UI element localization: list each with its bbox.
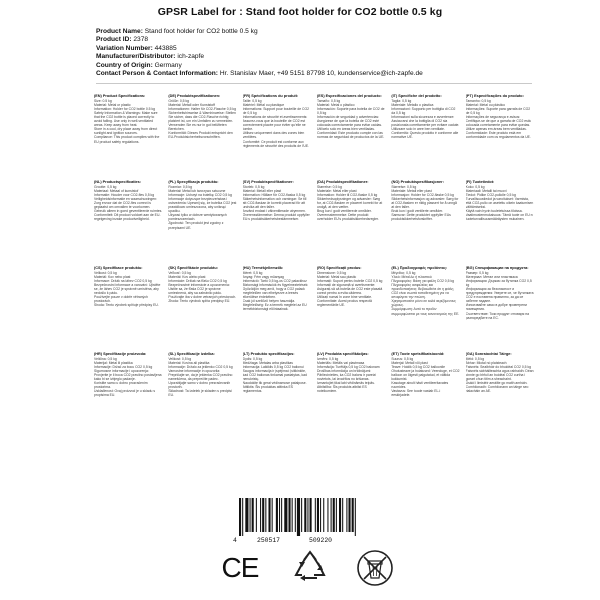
spec-line: Bruk kun i godt ventilerte områder. <box>391 209 443 214</box>
spec-line: Materiale: Metallo o plastica <box>391 102 434 107</box>
barcode-bar <box>276 498 278 532</box>
spec-line: Материал: Метал или пластмаса <box>465 274 518 279</box>
spec-block <box>243 352 311 428</box>
spec-line: Drošības informācija un brīdinājumi: Pārliecinieties, ka CO2 balons ir pareizi novietots, lai izvairītos no krišanas. <box>317 368 376 382</box>
product-info-row <box>96 62 566 70</box>
barcode-bar <box>245 498 248 532</box>
spec-heading: (LV) Produkta specifikācijas: <box>317 352 369 356</box>
spec-line: Koristite samo u dobro prozračenim prostorima. <box>94 381 148 390</box>
spec-heading: (DE) Produktspezifikationen: <box>168 94 221 98</box>
page-title: GPSR Label for : Stand foot holder for CO2 bottle 0.5 kg <box>157 6 443 18</box>
spec-line: Turvallisuustiedot ja varoitukset: Varmista, että CO2-pullo on asetettu oikein kaatumisen välttämiseksi. <box>465 196 534 210</box>
barcode-bar <box>333 498 335 532</box>
spec-line: Informacije: Držač za bocu CO2 0,5 kg <box>94 364 153 369</box>
spec-line: Material: Metal sau plastic <box>317 274 357 279</box>
spec-line: Πληροφορίες ασφαλείας και προειδοποιήσεις: Βεβαιωθείτε ότι η φιάλη CO2 είναι σωστά τοποθετημένη για να αποφύγετε την πτώση. <box>391 282 454 300</box>
spec-line: Informazioni sulla sicurezza e avvertenze: Assicurarsi che la bottiglia di CO2 sia posizionata correttamente per evitare cadute. <box>391 114 460 128</box>
product-info-value: ich-zapfe <box>177 53 205 61</box>
spec-line: Informasjon: Holder for CO2-flaske 0,5 kg <box>391 192 454 197</box>
spec-line: Information: Holder for CO2 bottle 0.5 kg <box>94 106 156 111</box>
product-info-key: Variation Number: <box>96 44 153 52</box>
barcode-bar <box>339 498 341 532</box>
spec-line: Conformitate: Acest produs respectă reglementările UE. <box>317 299 372 308</box>
spec-line: Dydis: 0,5 kg <box>242 356 263 361</box>
spec-block <box>168 180 236 256</box>
barcode-bar <box>279 498 280 532</box>
spec-line: Informācija: Turētājs 0,5 kg CO2 balonam <box>317 364 380 369</box>
spec-heading: (CS) Specifikace produktu: <box>94 266 143 270</box>
spec-line: Materiał: Metal lub tworzywo sztuczne <box>168 188 226 193</box>
spec-line: Material: Metal or plastic <box>94 102 131 107</box>
spec-heading: (IT) Specifiche del prodotto: <box>391 94 442 98</box>
barcode-bar <box>352 498 354 532</box>
spec-line: Conformidade: Este produto está em conformidade com os regulamentos da UE. <box>465 131 531 140</box>
spec-block <box>466 180 534 256</box>
spec-line: Conformité: Ce produit est conforme aux règlements de sécurité des produits de l'UE. <box>242 139 310 148</box>
spec-line: Utilize apenas em áreas bem ventiladas. <box>465 127 527 132</box>
product-info-value: Hr. Stanislav Maer, +49 5151 87798 10, kundenservice@ich-zapfe.de <box>219 70 423 78</box>
barcode-bar <box>252 498 254 532</box>
spec-line: Izmantojiet tikai labi vēdināmās telpās. <box>317 381 375 386</box>
spec-line: Conformidad: Este producto cumple con las normas de seguridad de productos de la UE. <box>317 131 385 140</box>
spec-line: Suurus: 0,5 kg <box>391 356 414 361</box>
spec-line: Information: Hållare för CO2-flaska 0,5 kg <box>242 192 306 197</box>
spec-line: Materiál: Kov nebo plast <box>94 274 131 279</box>
spec-line: Kasutage ainult hästi ventileeritavates ruumides. <box>391 381 449 390</box>
spec-block <box>317 180 385 256</box>
spec-line: Overensstemmelse: Dette produkt overholder EU's produktsikkerhedsregler. <box>317 213 379 222</box>
top-divider <box>96 83 532 84</box>
recycling-icon <box>290 548 330 588</box>
barcode-digit-lead: 4 <box>233 537 237 544</box>
spec-line: Anyag: Fém vagy műanyag <box>242 274 284 279</box>
spec-heading: (HR) Specifikacije proizvoda: <box>94 352 147 356</box>
spec-line: Използвайте само в добре проветрени помещения. <box>465 303 527 312</box>
spec-line: Információ: Tartó 0,5 kg-os CO2 palackhoz <box>242 278 307 283</box>
spec-heading: (BG) Спецификации на продукта: <box>465 266 529 270</box>
spec-block <box>168 94 236 170</box>
spec-line: Información de seguridad y advertencias: Asegúrese de que la botella de CO2 esté colocada correctamente para evitar caídas. <box>317 114 383 128</box>
spec-line: Grootte: 0,5 kg <box>94 184 117 189</box>
barcode-bar <box>272 498 273 532</box>
spec-line: Överensstämmelse: Denna produkt uppfyller EU:s produktsäkerhetsbestämmelser. <box>242 213 310 222</box>
spec-line: Megfelelőség: Ez a termék megfelel az EU termékbiztonsági előírásainak. <box>242 303 307 312</box>
spec-heading: (GA) Sonraíochtaí Táirge: <box>465 352 512 356</box>
product-info-value: 443885 <box>154 44 177 52</box>
spec-heading: (NO) Produktspesifikasjoner: <box>391 180 444 184</box>
barcode-bar <box>317 498 319 532</box>
spec-block <box>243 94 311 170</box>
spec-line: Storlek: 0,5 kg <box>242 184 265 189</box>
spec-line: Информация за безопасност и предупреждения: Уверете се, че бутилката CO2 е поставена правилно, за да се избегне падане. <box>465 286 534 304</box>
spec-line: Varnostne informacije in opozorila: Prepričajte se, da je jeklenka CO2 pravilno nameščena, da preprečite padec. <box>168 368 233 382</box>
spec-line: Informacije: Držalo za jeklenko CO2 0,5 kg <box>168 364 233 369</box>
spec-line: Comhlíonadh: Comhlíonann an táirge seo rialacháin an AE. <box>465 385 529 394</box>
spec-line: Konformität: Dieses Produkt entspricht den EU-Produktsicherheitsvorschriften. <box>168 131 233 140</box>
spec-line: Informatie: Houder voor CO2-fles 0,5 kg <box>94 192 155 197</box>
spec-heading: (SL) Specifikacije izdelka: <box>168 352 215 356</box>
barcode-bars <box>239 498 359 536</box>
barcode-digits-right: 509220 <box>309 537 333 544</box>
product-info-row <box>96 53 566 61</box>
spec-block <box>317 266 385 342</box>
spec-line: Atitiktis: Šis produktas atitinka ES reglamentus. <box>242 385 293 394</box>
spec-block <box>168 352 236 428</box>
spec-line: Koko: 0,5 kg <box>465 184 485 189</box>
spec-line: Informazioni: Supporto per bottiglia di CO2 da 0,5 kg <box>391 106 456 115</box>
spec-block <box>94 266 162 342</box>
spec-heading: (PT) Especificações do produto: <box>465 94 524 98</box>
spec-line: Tiedot: Pidike CO2-pullolle 0,5 kg <box>465 192 516 197</box>
barcode-bar <box>348 498 350 532</box>
spec-heading: (PL) Specyfikacja produktu: <box>168 180 219 184</box>
spec-line: Utilisez uniquement dans des zones bien ventilées. <box>242 131 305 140</box>
spec-heading: (LT) Produkto specifikacijos: <box>242 352 295 356</box>
spec-heading: (SK) Špecifikácie produktu: <box>168 266 218 270</box>
barcode-bar <box>295 498 296 532</box>
spec-line: Размер: 0,5 kg <box>465 270 489 275</box>
spec-line: Materiāls: Metāls vai plastmasa <box>317 360 365 365</box>
spec-line: Materiale: Metall eller plast <box>391 188 432 193</box>
spec-line: Material: Kovina ali plastika <box>168 360 210 365</box>
spec-line: Informácie: Držiak na fľašu CO2 0,5 kg <box>168 278 227 283</box>
spec-heading: (ES) Especificaciones del producto: <box>317 94 382 98</box>
spec-line: Dimensiune: 0,5 kg <box>317 270 347 275</box>
spec-heading: (HU) Termékjellemzők: <box>242 266 284 270</box>
spec-line: Conformità: Questo prodotto è conforme alle normative UE. <box>391 131 459 140</box>
spec-block <box>466 352 534 428</box>
spec-line: Safety Information & Warnings: Make sure that the CO2 bottle is placed correctly to avoid falling. Use only in well-ventilated areas. Keep away from heat. <box>94 110 158 128</box>
spec-line: Faisnéis: Sealbhóir do bhuidéal CO2 0,5 kg <box>465 364 532 369</box>
spec-grid <box>94 94 534 428</box>
spec-line: Teave: Hoidik 0,5 kg CO2 balloonile <box>391 364 446 369</box>
barcode-bar <box>323 498 324 532</box>
product-info-row <box>96 28 566 36</box>
spec-line: Zgodność: Ten produkt jest zgodny z przepisami UE. <box>168 221 224 230</box>
barcode-bar <box>304 498 306 532</box>
barcode-bar <box>256 498 257 532</box>
spec-line: Sikkerhetsinformasjon og advarsler: Sørg for at CO2-flasken er riktig plassert for å unngå at den faller. <box>391 196 459 210</box>
product-info-value: Germany <box>154 61 182 69</box>
spec-line: Taille: 0,5 kg <box>242 98 262 103</box>
product-info-key: Contact Person & Contact Information: <box>96 70 218 78</box>
product-info-row <box>96 36 566 44</box>
spec-line: Veličina: 0,5 kg <box>94 356 117 361</box>
barcode-bar <box>292 498 293 532</box>
spec-line: Υλικό: Μέταλλο ή πλαστικό <box>391 274 432 279</box>
barcode-bar <box>320 498 321 532</box>
spec-line: Sicherheitshinweise & Warnhinweise: Stellen Sie sicher, dass die CO2-Flasche richtig platziert ist, um ein Umfallen zu vermeiden. <box>168 110 236 124</box>
spec-line: Информация: Държач за бутилка CO2 0,5 kg <box>465 278 532 287</box>
spec-block <box>391 180 459 256</box>
spec-line: Material: Metall oder Kunststoff <box>168 102 216 107</box>
spec-line: Uporabljajte samo v dobro prezračevanih prostorih. <box>168 381 231 390</box>
no-dustbin-icon <box>355 548 395 588</box>
spec-line: Informace: Držák na láhev CO2 0,5 kg <box>94 278 152 283</box>
spec-line: Ábhar: Miotal nó plaisteach <box>465 360 507 365</box>
barcode-bar <box>307 498 308 532</box>
spec-line: Csak jól szellőző helyen használja. <box>242 299 296 304</box>
spec-line: Material: Metall eller plast <box>242 188 282 193</box>
spec-heading: (SV) Produktspecifikationer: <box>242 180 294 184</box>
barcode-bar <box>268 498 270 532</box>
spec-line: Veľkosť: 0,5 kg <box>168 270 191 275</box>
spec-line: Käytä vain hyvin tuuletetuissa tiloissa. <box>465 209 523 214</box>
spec-line: Materiaal: Metaal of kunststof <box>94 188 139 193</box>
spec-line: Informații de siguranță și avertismente: Asigurați-vă că butelia de CO2 este plasată corect pentru a evita căderea. <box>317 282 383 296</box>
product-info-row <box>96 45 566 53</box>
spec-line: Material: Metal o plástico <box>317 102 355 107</box>
spec-line: Съответствие: Този продукт отговаря на разпоредбите на ЕС. <box>465 311 530 320</box>
spec-line: Veiligheidsinformatie en waarschuwingen: Zorg ervoor dat de CO2-fles correct is geplaatst om omvallen te voorkomen. <box>94 196 157 210</box>
spec-line: Naudokite tik gerai vėdinamose patalpose. <box>242 381 307 386</box>
barcode-digits-left: 250517 <box>257 537 281 544</box>
compliance-symbols <box>200 548 410 592</box>
spec-line: Tamaño: 0,5 kg <box>317 98 341 103</box>
spec-line: Používejte pouze v dobře větraných prostorách. <box>94 295 148 304</box>
ean-barcode <box>233 498 363 548</box>
spec-line: Zhoda: Tento výrobok spĺňa predpisy EÚ. <box>168 299 231 304</box>
spec-line: Tamanho: 0,5 kg <box>465 98 491 103</box>
spec-line: Vastavus: See toode vastab EL-i eeskirjadele. <box>391 389 441 398</box>
barcode-bar <box>239 498 241 536</box>
spec-line: Rozmiar: 0,5 kg <box>168 184 193 189</box>
spec-line: Materiaali: Metalli tai muovi <box>465 188 507 193</box>
spec-line: Usklađenost: Ovaj proizvod je u skladu s propisima EU. <box>94 389 156 398</box>
barcode-bar <box>260 498 261 532</box>
barcode-bar <box>265 498 266 532</box>
spec-line: Säkerhetsinformation och varningar: Se till att CO2-flaskan är korrekt placerad för att undvika att den faller. <box>242 196 307 210</box>
spec-line: Medžiaga: Metalas arba plastikas <box>242 360 293 365</box>
spec-line: Informations de sécurité et avertissements: Assurez-vous que la bouteille de CO2 est correctement placée pour éviter qu'elle ne tombe. <box>242 114 308 132</box>
spec-line: Materijal: Metal ili plastika <box>94 360 133 365</box>
spec-line: Store in a cool, dry place away from direct sunlight and ignition sources. <box>94 127 158 136</box>
spec-line: Velikost: 0,5 kg <box>94 270 117 275</box>
spec-line: Μέγεθος: 0,5 kg <box>391 270 416 275</box>
spec-heading: (RO) Specificații produs: <box>317 266 362 270</box>
ce-mark: CE <box>221 552 259 583</box>
spec-line: Sigurnosne informacije i upozorenja: Provjerite je li boca CO2 pravilno postavljena kako bi se izbjeglo padanje. <box>94 368 162 382</box>
spec-line: Ohutusteave ja hoiatused: Veenduge, et CO2 balloon on õigesti paigutatud, et vältida kukkumist. <box>391 368 460 382</box>
spec-line: Materiale: Metal eller plast <box>317 188 357 193</box>
spec-block <box>94 180 162 256</box>
spec-line: Size: 0.5 kg <box>94 98 112 103</box>
spec-heading: (ET) Toote spetsifikatsioonid: <box>391 352 445 356</box>
spec-line: Materiál: Kov alebo plast <box>168 274 206 279</box>
spec-line: Shoda: Tento výrobek splňuje předpisy EU. <box>94 303 159 308</box>
product-info-key: Country of Origin: <box>96 61 153 69</box>
spec-line: Taglia: 0,5 kg <box>391 98 412 103</box>
spec-line: Gebruik alleen in goed geventileerde ruimtes. <box>94 209 163 214</box>
spec-block <box>391 266 459 342</box>
product-info-row <box>96 70 566 78</box>
spec-block <box>466 94 534 170</box>
spec-line: Bezpečnostné informácie a upozornenia: Uistite sa, že fľaša CO2 je správne umiestnená, aby sa zabránilo pádu. <box>168 282 230 296</box>
barcode-bar <box>346 498 347 532</box>
spec-line: Velikost: 0,5 kg <box>168 356 192 361</box>
spec-block <box>168 266 236 342</box>
spec-line: Používajte iba v dobre vetraných priestoroch. <box>168 295 237 300</box>
spec-block <box>391 352 459 428</box>
spec-line: Verwenden Sie es nur in gut belüfteten Bereichen. <box>168 123 227 132</box>
spec-line: Compliance: This product complies with the EU product safety regulations. <box>94 135 160 144</box>
spec-block <box>94 94 162 170</box>
spec-block <box>317 94 385 170</box>
spec-heading: (FR) Spécifications du produit: <box>242 94 299 98</box>
spec-line: Informații: Suport pentru butelie CO2 0,5 kg <box>317 278 383 283</box>
spec-heading: (DA) Produktspecifikationer: <box>317 180 369 184</box>
barcode-bar <box>331 498 332 532</box>
spec-line: Sikkerhedsoplysninger og advarsler: Sørg for, at CO2-flasken er placeret korrekt for at undgå, at den vælter. <box>317 196 383 210</box>
spec-line: Material: Metal ou plástico <box>465 102 506 107</box>
spec-line: Matériel: Métal ou plastique <box>242 102 285 107</box>
spec-block <box>317 352 385 428</box>
spec-line: Samsvar: Dette produktet oppfyller EUs produktsikkerhetsforskrifter. <box>391 213 451 222</box>
barcode-bar <box>262 498 264 532</box>
spec-line: Używać tylko w dobrze wentylowanych pomieszczeniach. <box>168 213 227 222</box>
spec-line: Saugos informacija ir įspėjimai: Įsitikinkite, kad CO2 balionas tinkamai pastatytas, kad nenukristų. <box>242 368 307 382</box>
spec-line: Informações de segurança e avisos: Certifique-se de que a garrafa de CO2 está colocada corretamente para evitar quedas. <box>465 114 531 128</box>
product-info-key: Manufacturer/Distributor: <box>96 53 176 61</box>
barcode-bar <box>284 498 287 532</box>
spec-line: Biztonsági információk és figyelmeztetések: Győződjön meg arról, hogy a CO2 palack megfelelően van elhelyezve a leesés elkerülése érdekében. <box>242 282 309 300</box>
product-info-value: Stand foot holder for CO2 bottle 0.5 kg <box>144 28 258 35</box>
spec-line: Informacija: Laikiklis 0,5 kg CO2 balionui <box>242 364 304 369</box>
barcode-bar <box>310 498 312 532</box>
spec-block <box>391 94 459 170</box>
spec-line: Informations: Support pour bouteille de CO2 de 0,5 kg <box>242 106 310 115</box>
product-info <box>96 28 566 78</box>
spec-line: Størrelse: 0,5 kg <box>317 184 342 189</box>
barcode-bar <box>297 498 300 536</box>
spec-heading: (NL) Productspecificaties: <box>94 180 142 184</box>
spec-line: Συμμόρφωση: Αυτό το προϊόν συμμορφώνεται με τους κανονισμούς της ΕΕ. <box>391 307 460 316</box>
spec-line: Informationen: Halter für CO2-Flasche 0,5 kg <box>168 106 236 111</box>
spec-heading: (EL) Προδιαγραφές προϊόντος: <box>391 266 448 270</box>
spec-block <box>243 266 311 342</box>
barcode-bar <box>281 498 282 532</box>
spec-block <box>466 266 534 342</box>
spec-line: Úsáid i limistéir aeráilte go maith amháin. <box>465 381 528 386</box>
spec-line: Information: Holder til CO2-flaske 0,5 kg <box>317 192 378 197</box>
spec-line: Utilizați numai în zone bine ventilate. <box>317 295 373 300</box>
barcode-bar <box>250 498 251 532</box>
spec-line: Méid: 0,5 kg <box>465 356 485 361</box>
spec-line: Använd endast i välventilerade utrymmen. <box>242 209 306 214</box>
barcode-bar <box>301 498 302 532</box>
spec-block <box>243 180 311 256</box>
spec-line: Skladnost: Ta izdelek je skladen s predpisi EU. <box>168 389 232 398</box>
spec-line: Vaatimustenmukaisuus: Tämä tuote on EU:n tuoteturvallisuusmääräysten mukainen. <box>465 213 533 222</box>
barcode-bar <box>315 498 316 532</box>
barcode-bar <box>336 498 337 532</box>
spec-line: Información: Soporte para botella de CO2 de 0,5 kg <box>317 106 385 115</box>
barcode-bar <box>327 498 328 532</box>
spec-line: Utilícelo solo en áreas bien ventiladas. <box>317 127 375 132</box>
spec-line: Faisnéis sábháilteachta agus rabhaidh: Déan cinnte go bhfuil an buidéal CO2 curtha i gceart chun titim a sheachaint. <box>465 368 534 382</box>
spec-heading: (FI) Tuotetiedot: <box>465 180 495 184</box>
spec-line: Größe: 0,5 kg <box>168 98 190 103</box>
product-info-key: Product Name: <box>96 28 143 35</box>
spec-line: Informacje: Uchwyt na butelkę CO2 0,5 kg <box>168 192 232 197</box>
spec-line: Atbilstība: Šis produkts atbilst ES noteikumiem. <box>317 385 367 394</box>
spec-line: Izmērs: 0,5 kg <box>317 356 339 361</box>
spec-line: Conformiteit: Dit product voldoet aan de EU-regelgeving inzake productveiligheid. <box>94 213 161 222</box>
barcode-bar <box>355 498 356 536</box>
product-info-value: 2378 <box>133 36 149 44</box>
barcode-bar <box>288 498 290 532</box>
spec-line: Informacje dotyczące bezpieczeństwa i ostrzeżenia: Upewnij się, że butelka CO2 jest prawidłowo umieszczona, aby uniknąć upadku. <box>168 196 237 214</box>
spec-line: Utilizzare solo in aree ben ventilate. <box>391 127 445 132</box>
spec-line: Bezpečnostní informace a varování: Ujistěte se, že láhev CO2 je správně umístěna, aby nedošlo k pádu. <box>94 282 161 296</box>
spec-line: Størrelse: 0,5 kg <box>391 184 417 189</box>
spec-line: Πληροφορίες: Βάση για φιάλη CO2 0,5 kg <box>391 278 455 283</box>
product-info-key: Product ID: <box>96 36 132 44</box>
spec-line: Méret: 0,5 kg <box>242 270 263 275</box>
spec-line: Brug kun i godt ventilerede områder. <box>317 209 372 214</box>
spec-block <box>94 352 162 428</box>
spec-line: Materjal: Metall või plast <box>391 360 428 365</box>
barcode-bar <box>342 498 343 532</box>
spec-line: Χρησιμοποιείτε μόνο σε καλά αεριζόμενους χώρους. <box>391 299 456 308</box>
barcode-bar <box>242 498 243 536</box>
spec-line: Informações: Suporte para garrafa de CO2 de 0,5 kg <box>465 106 531 115</box>
spec-heading: (EN) Product Specifications: <box>94 94 146 98</box>
